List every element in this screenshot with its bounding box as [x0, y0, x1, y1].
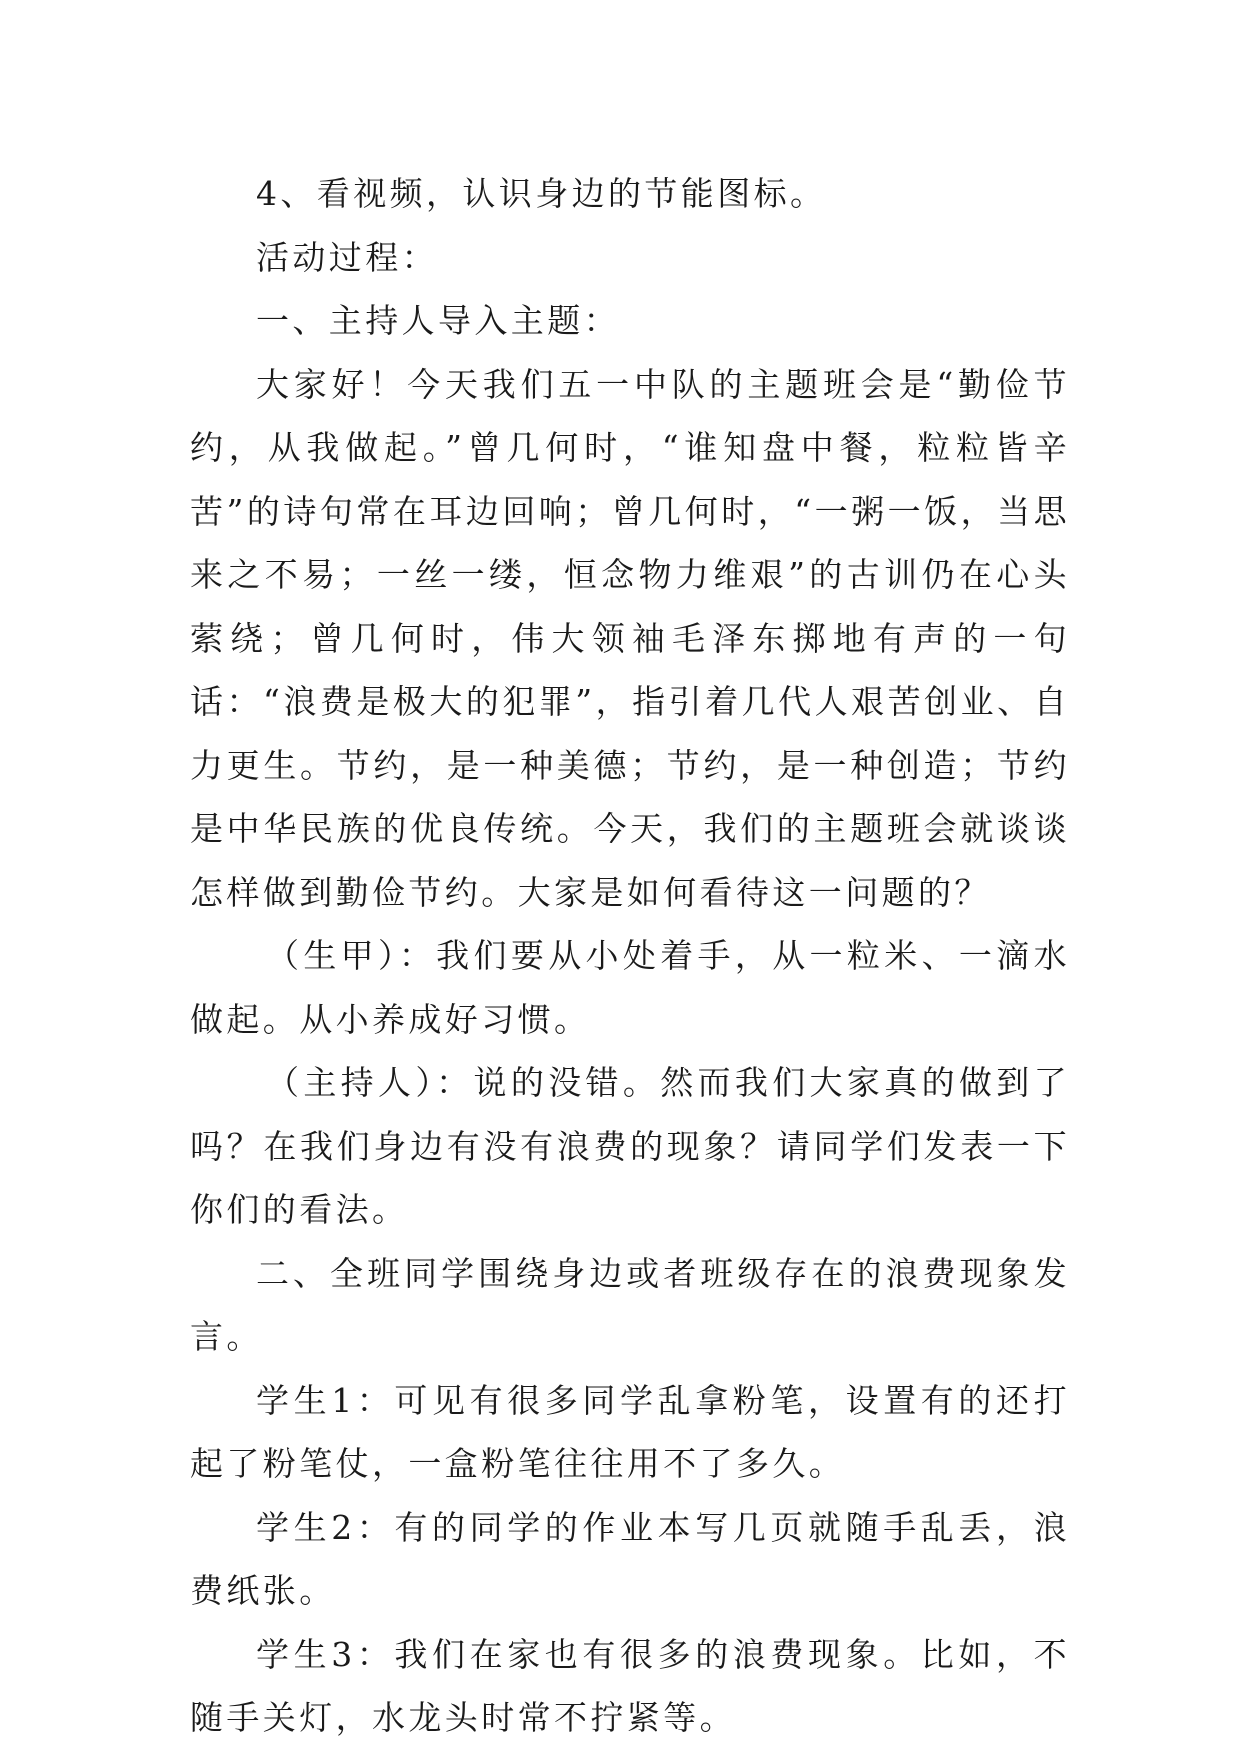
paragraph-student-a: （生甲）：我们要从小处着手，从一粒米、一滴水做起。从小养成好习惯。: [190, 936, 1070, 1039]
paragraph-activity-process: 活动过程：: [256, 237, 438, 277]
paragraph-student-3: 学生3：我们在家也有很多的浪费现象。比如，不随手关灯，水龙头时常不拧紧等。: [190, 1634, 1070, 1737]
paragraph-student-2: 学生2：有的同学的作业本写几页就随手乱丢，浪费纸张。: [190, 1507, 1070, 1610]
document-body: [190, 162, 1070, 1750]
paragraph-host-reply: （主持人）：说的没错。然而我们大家真的做到了吗？在我们身边有没有浪费的现象？请同学们发表一下你们的看法。: [190, 1063, 1070, 1229]
paragraph-host-speech: 大家好！今天我们五一中队的主题班会是“勤俭节约，从我做起。”曾几何时，“谁知盘中餐，粒粒皆辛苦”的诗句常在耳边回响；曾几何时，“一粥一饭，当思来之不易；一丝一缕，恒念物力维艰”的古训仍在心头萦绕；曾几何时，伟大领袖毛泽东掷地有声的一句话：“浪费是极大的犯罪”，指引着几代人艰苦创业、自力更生。节约，是一种美德；节约，是一种创造；节约是中华民族的优良传统。今天，我们的主题班会就谈谈怎样做到勤俭节约。大家是如何看待这一问题的？: [190, 364, 1070, 912]
paragraph-student-1: 学生1：可见有很多同学乱拿粉笔，设置有的还打起了粉笔仗，一盒粉笔往往用不了多久。: [190, 1380, 1070, 1483]
paragraph-host-intro-heading: 一、主持人导入主题：: [256, 301, 620, 340]
paragraph-class-discussion-heading: 二、全班同学围绕身边或者班级存在的浪费现象发言。: [190, 1253, 1070, 1356]
paragraph-watch-video: 4、看视频，认识身边的节能图标。: [256, 174, 827, 213]
